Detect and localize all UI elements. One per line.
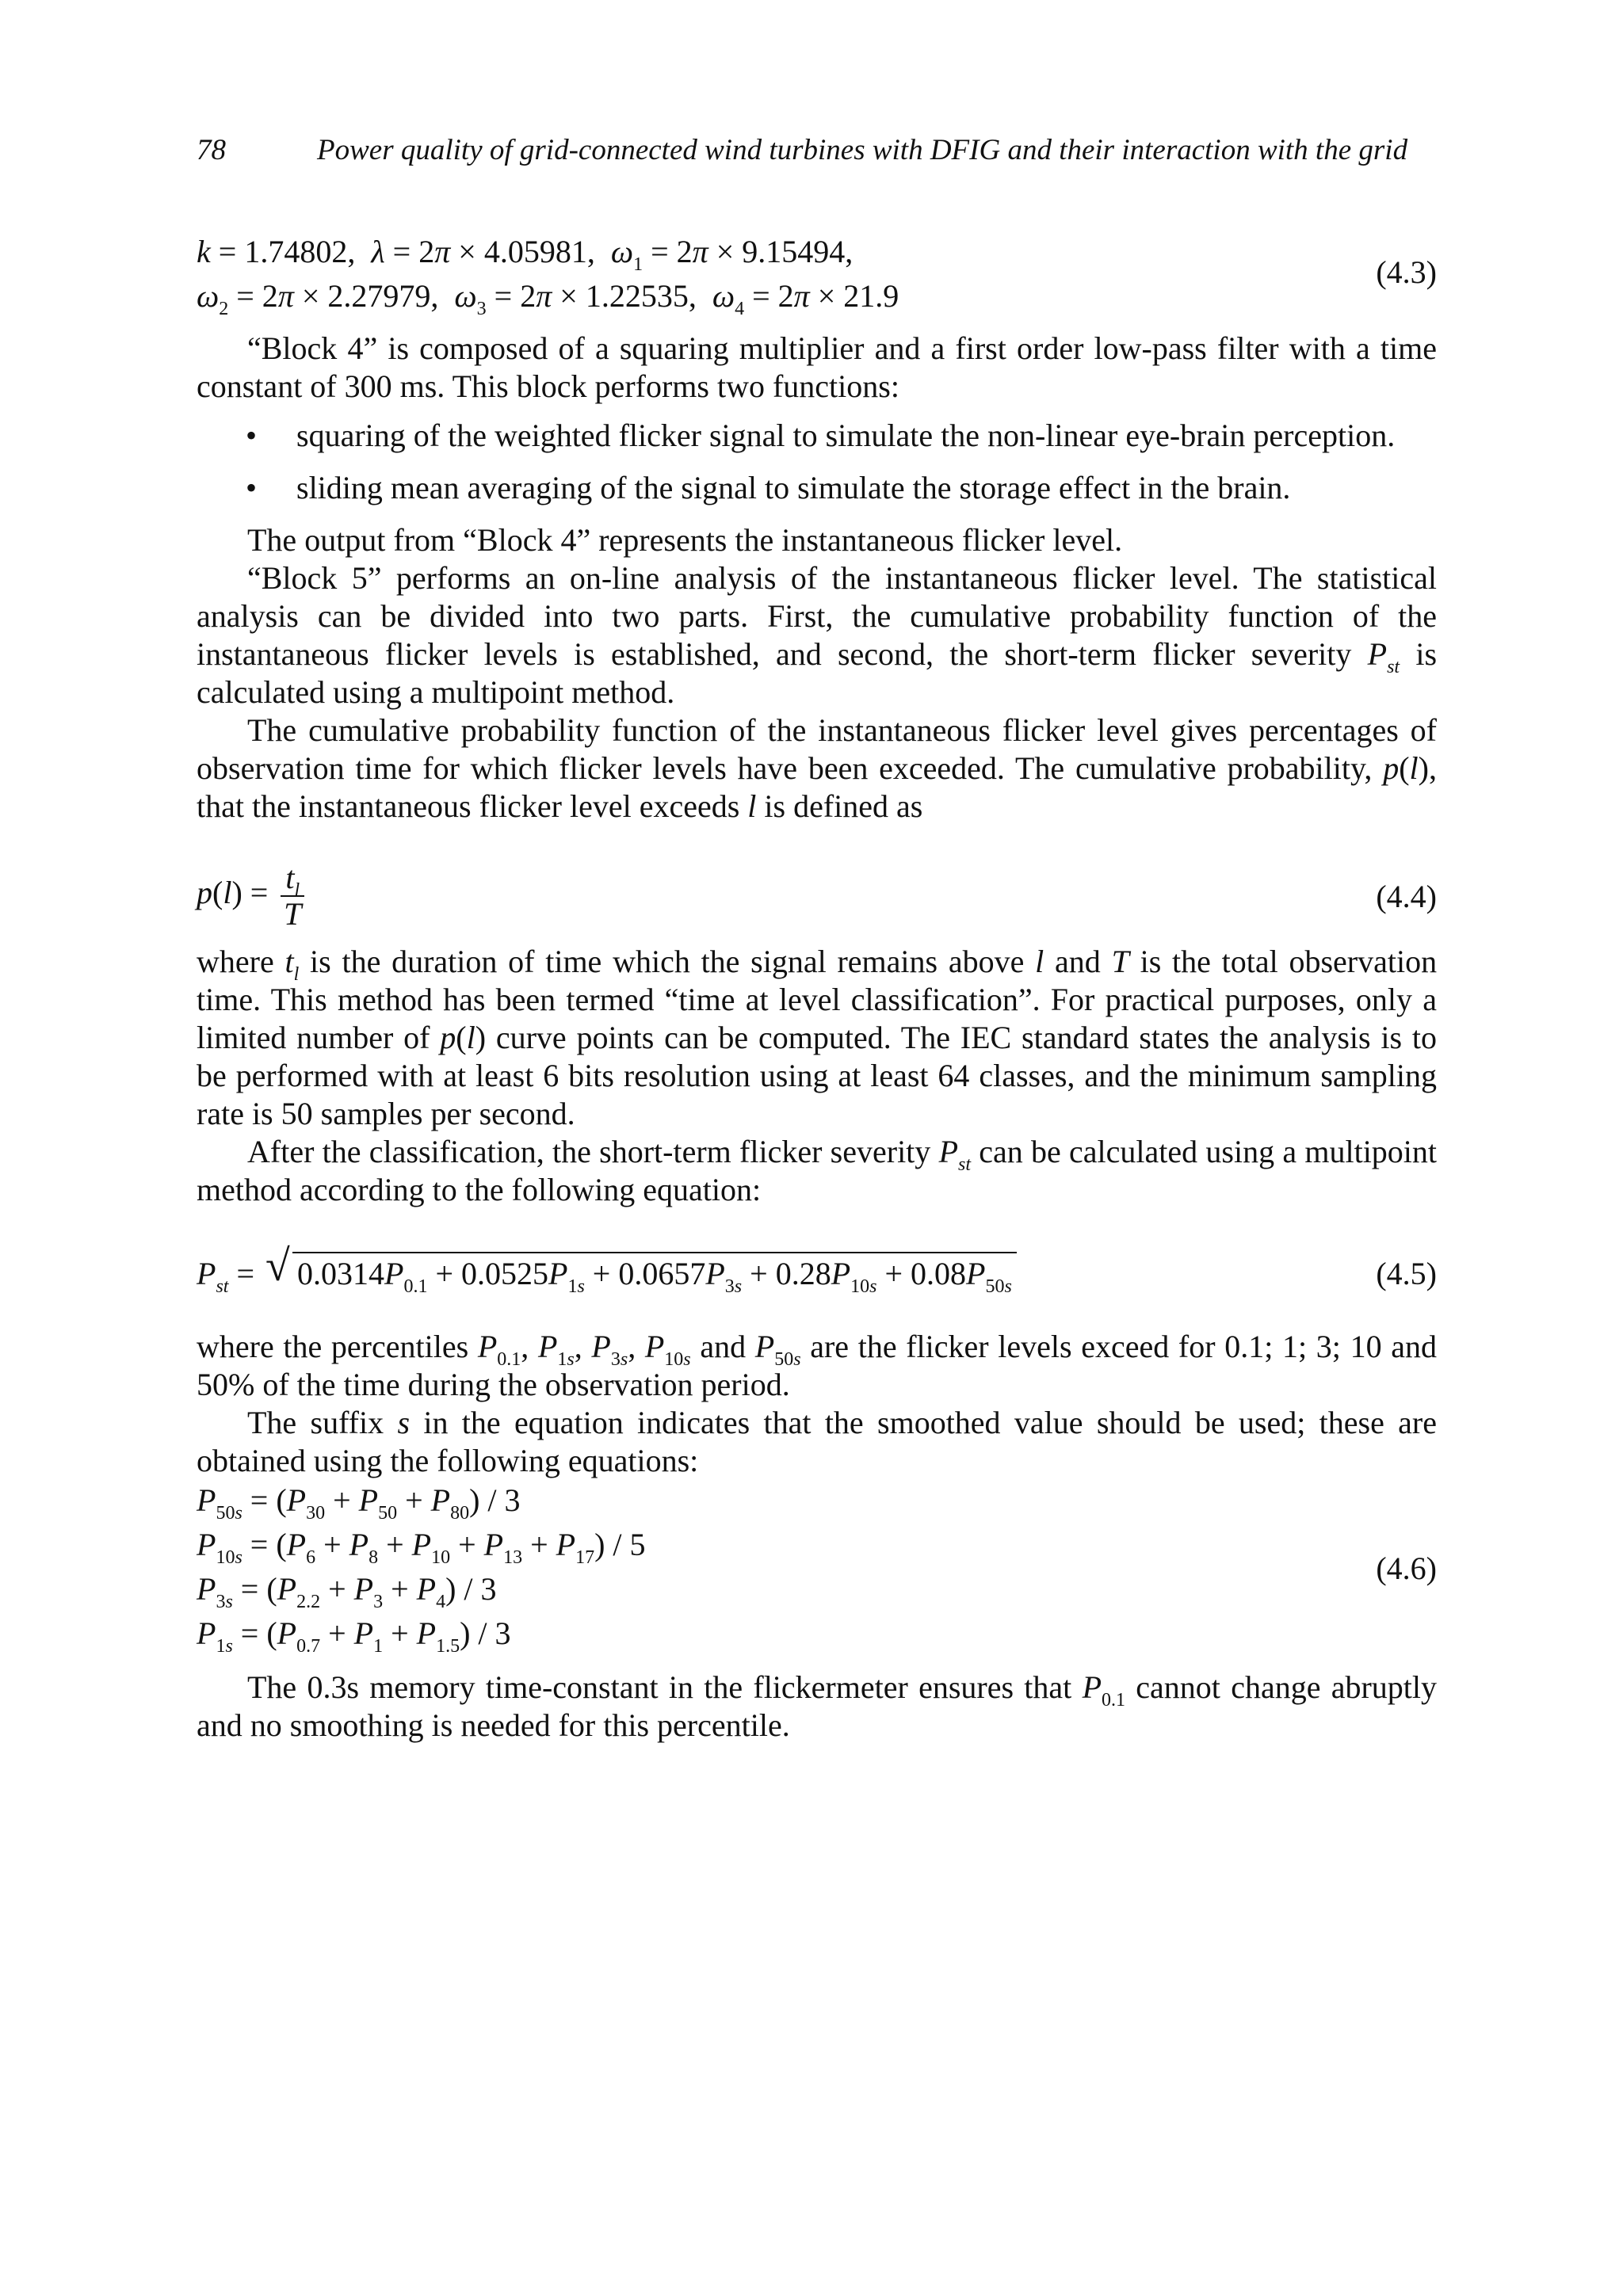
equation-4-6-line-4: $P_{1s} = (P_{0.7} + P_1 + P_{1.5}) / 3$ — [197, 1615, 511, 1657]
paragraph-cumulative-probability: The cumulative probability function of the instantaneous flicker level gives percentages of observation time for which flicker levels have been exceeded. The cumulative probability, p(l), that the instantaneous flicker level exceeds l is defined as — [197, 712, 1437, 824]
paragraph-after-classification: After the classification, the short-term flicker severity $P_{st}$ can be calculated using a multipoint method according to the following equation: — [197, 1134, 1438, 1207]
equation-4-3 — [197, 230, 1437, 325]
bullet-item-1 — [197, 417, 1437, 455]
equation-4-3-line-2: $\omega_2 = 2\pi \times 2.27979$, $\omega_3 = 2\pi \times 1.22535$, $\omega_4 = 2\pi \times 21.9$ — [197, 278, 899, 319]
text-block-3 — [197, 1328, 1437, 1480]
paragraph-block-5: “Block 5” performs an on-line analysis of the instantaneous flicker level. The statistical analysis can be divided into two parts. First, the cumulative probability function of the instantaneous flicker levels is established, and second, the short-term flicker severity $P_{st}$ is calculated using a multipoint method. — [197, 560, 1438, 710]
fraction: $\frac{t_l}{T}$ — [281, 860, 304, 932]
equation-number-4-4: (4.4) — [1376, 879, 1437, 914]
bullet-item-2 — [197, 469, 1437, 507]
equation-number-4-6: (4.6) — [1376, 1550, 1437, 1586]
equation-4-6-line-2: $P_{10s} = (P_6 + P_8 + P_{10} + P_{13} + P_{17}) / 5$ — [197, 1527, 646, 1568]
equation-4-3-line-1: k = 1.74802, λ = 2π × 4.05981, $\omega_1 = 2\pi \times 9.15494$, — [197, 234, 854, 275]
equation-4-6-line-3: $P_{3s} = (P_{2.2} + P_3 + P_4) / 3$ — [197, 1571, 497, 1612]
bullet-marker: • — [246, 470, 258, 505]
equation-4-6 — [197, 1478, 1437, 1669]
bullet-text-2: sliding mean averaging of the signal to simulate the storage effect in the brain. — [296, 470, 1291, 505]
paragraph-block-4: “Block 4” is composed of a squaring multiplier and a first order low-pass filter with a time constant of 300 ms. This block performs two functions: — [197, 330, 1437, 404]
page-number: 78 — [197, 134, 226, 166]
equation-number-4-5: (4.5) — [1376, 1256, 1437, 1291]
bullet-marker: • — [246, 418, 258, 453]
bullet-text-1: squaring of the weighted flicker signal to simulate the non-linear eye-brain perception. — [296, 418, 1396, 453]
equation-4-4: p(l) = $\frac{t_l}{T}$ (4.4) — [197, 860, 1437, 932]
square-root: √ $0.0314P_{0.1} + 0.0525P_{1s} + 0.0657P_{3s} + 0.28P_{10s} + 0.08P_{50s}$ — [265, 1252, 1017, 1296]
running-title: Power quality of grid-connected wind turbines with DFIG and their interaction with the grid — [317, 134, 1408, 166]
text-block-2 — [197, 943, 1437, 1209]
equation-4-5: $P_{st}$ = √ $0.0314P_{0.1} + 0.0525P_{1s} + 0.0657P_{3s} + 0.28P_{10s} + 0.08P_{50s}$ (4.5) — [197, 1241, 1437, 1297]
paragraph-suffix: The suffix s in the equation indicates that the smoothed value should be used; these are obtained using the following equations: — [197, 1405, 1437, 1478]
text-block-4 — [197, 1669, 1437, 1745]
paragraph-output: The output from “Block 4” represents the instantaneous flicker level. — [247, 522, 1123, 558]
equation-number-4-3: (4.3) — [1376, 254, 1437, 290]
paragraph-percentiles: where the percentiles $P_{0.1}$, $P_{1s}$, $P_{3s}$, $P_{10s}$ and $P_{50s}$ are the flicker levels exceed for 0.1; 1; 3; 10 and 50% of the time during the observation period. — [197, 1329, 1438, 1402]
paragraph-memory-time-constant: The 0.3s memory time-constant in the flickermeter ensures that $P_{0.1}$ cannot change abruptly and no smoothing is needed for this percentile. — [197, 1669, 1438, 1743]
equation-4-6-line-1: $P_{50s} = (P_{30} + P_{50} + P_{80}) / 3$ — [197, 1482, 521, 1524]
text-block-1 — [197, 330, 1437, 826]
paragraph-where-tl: where $t_l$ is the duration of time which the signal remains above l and T is the total observation time. This method has been termed “time at level classification”. For practical purposes, only a limited number of p(l) curve points can be computed. The IEC standard states the analysis is to be performed with at least 6 bits resolution using at least 64 classes, and the minimum sampling rate is 50 samples per second. — [197, 944, 1438, 1131]
